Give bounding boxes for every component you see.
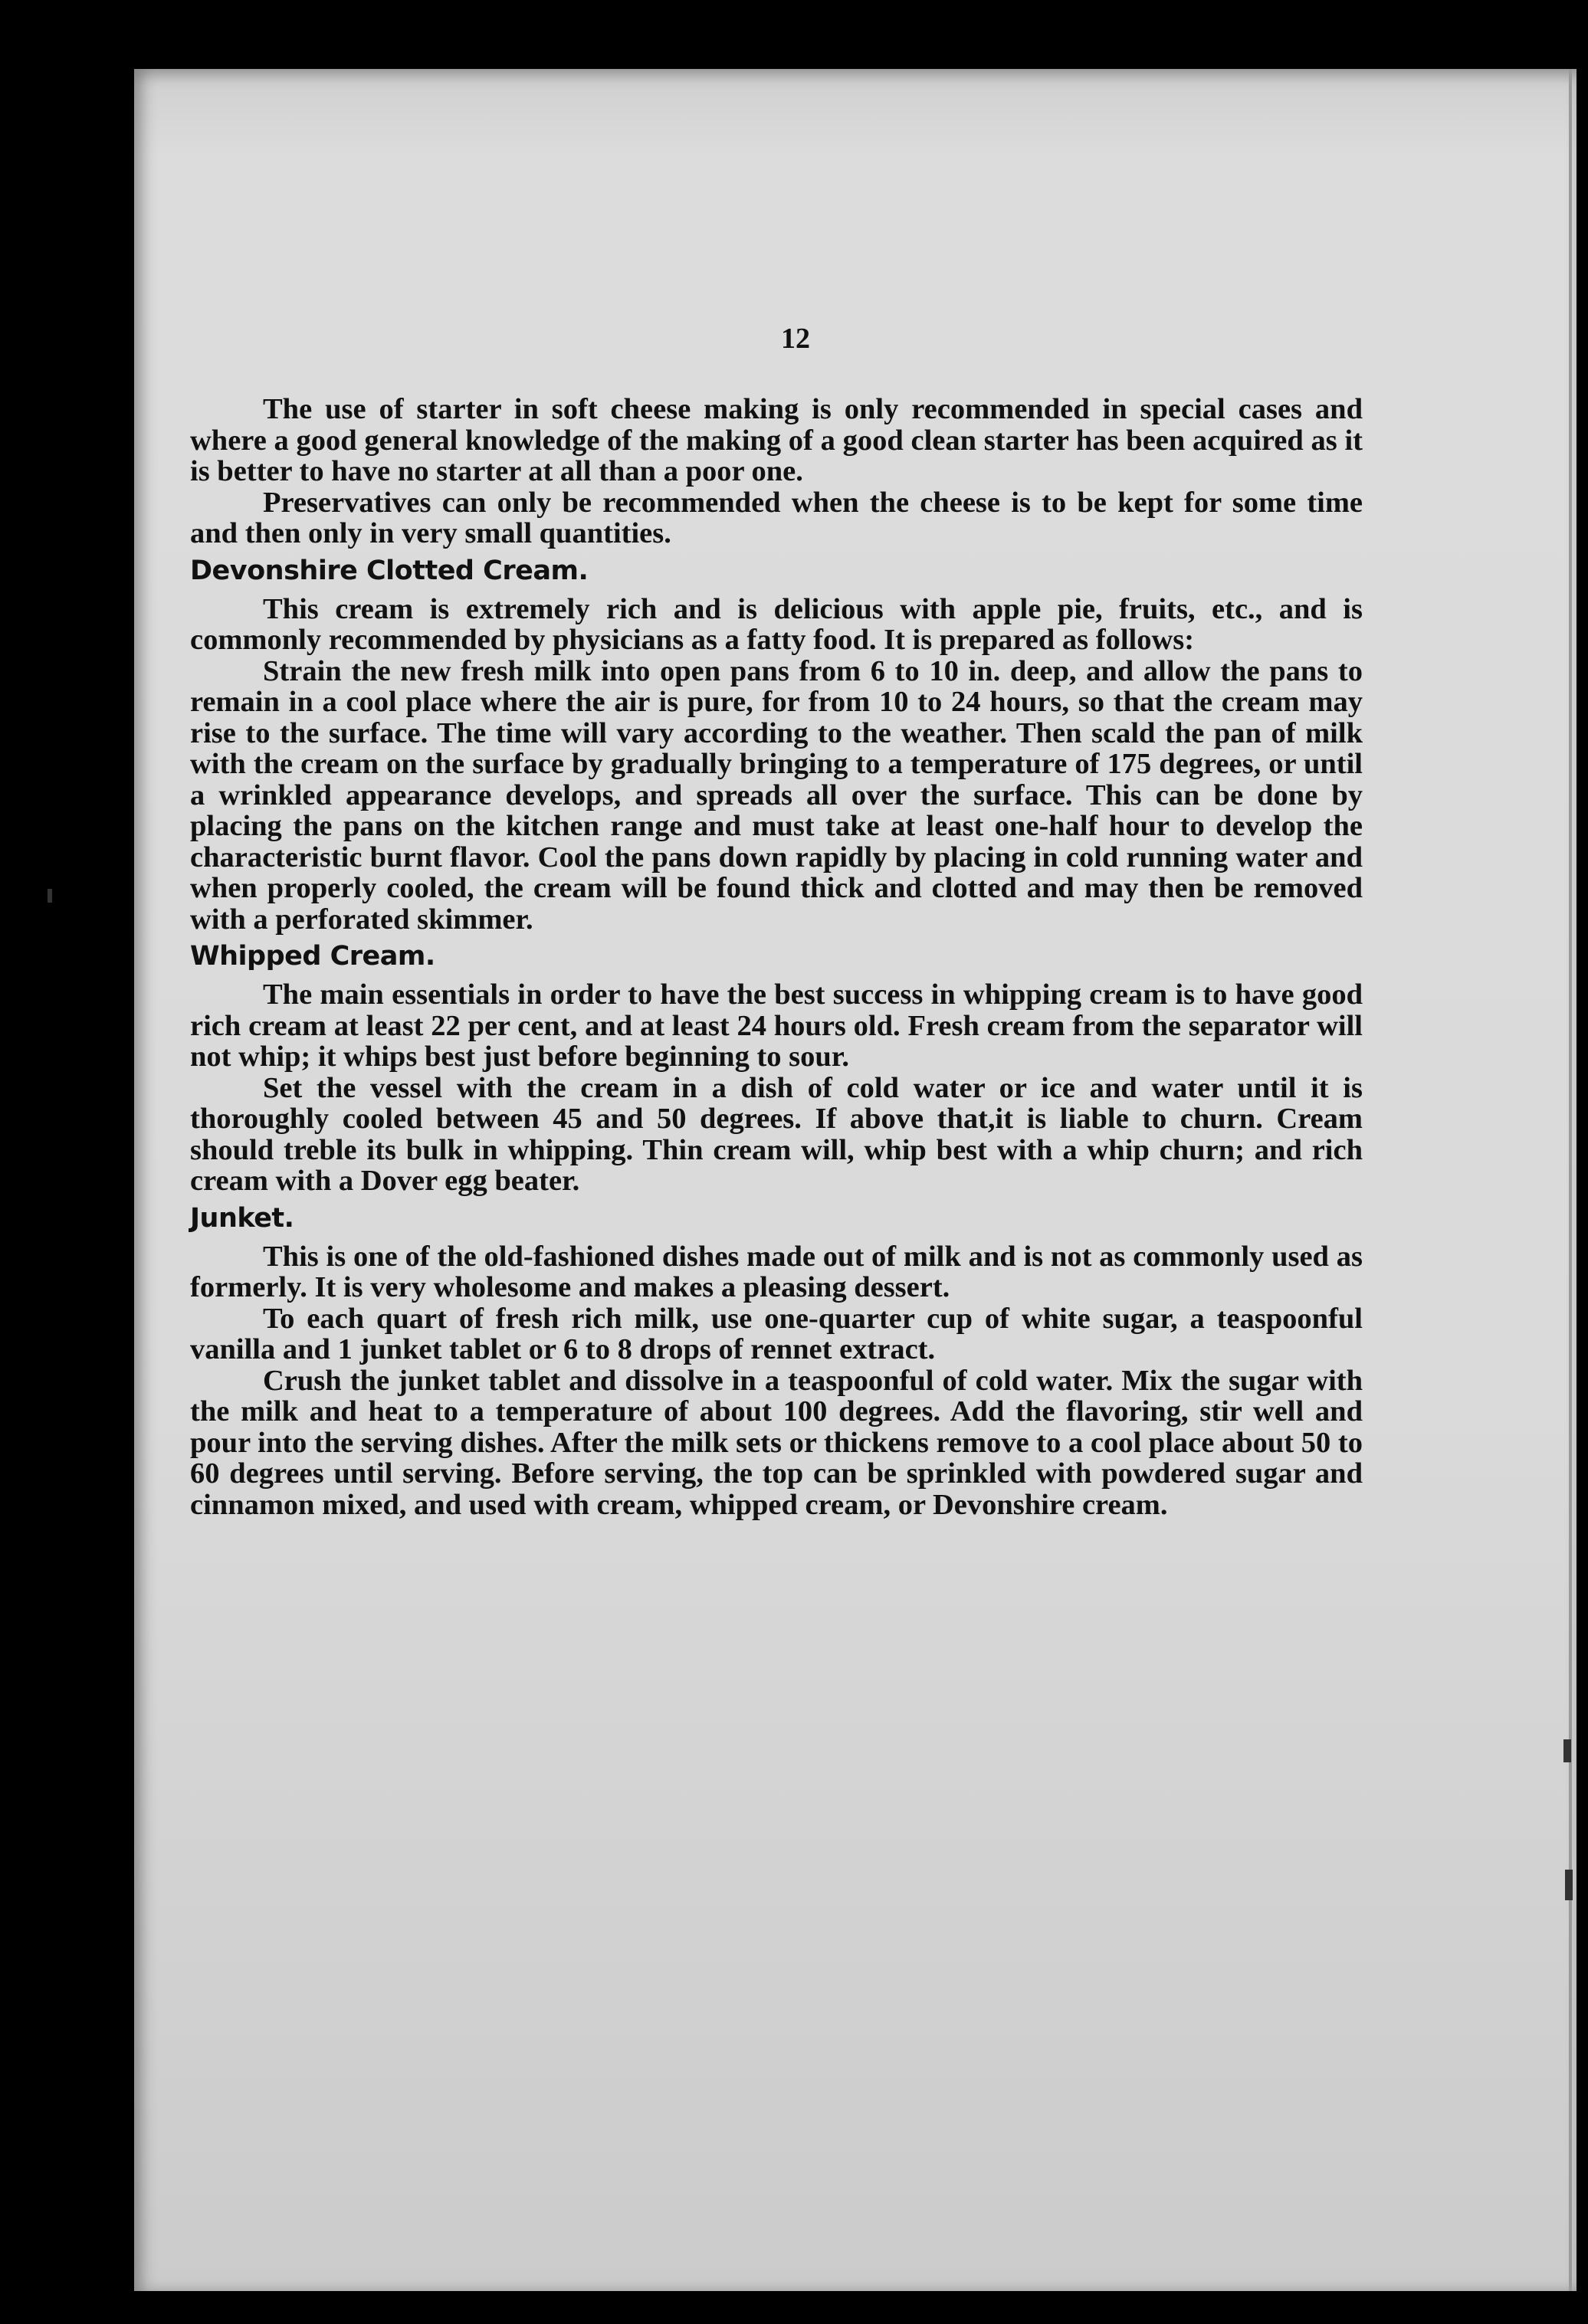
page-text [190, 322, 1363, 1520]
paragraph: This cream is extremely rich and is delicious with apple pie, fruits, etc., and is commonly recommended by physicians as a fatty food. It is prepared as follows: [190, 592, 1363, 656]
section-heading: Junket. [190, 1202, 294, 1234]
paragraph: The use of starter in soft cheese making is only recommended in special cases and where a good general knowledge of the making of a good clean starter has been acquired as it is better to have no starter at all than a poor one. [190, 393, 1363, 487]
page-number: 12 [781, 323, 810, 355]
paragraph: The main essentials in order to have the best success in whipping cream is to have good rich cream at least 22 per cent, and at least 24 hours old. Fresh cream from the separator will not whip; it whips best just before beginning to sour. [190, 978, 1363, 1073]
paragraph: Set the vessel with the cream in a dish of cold water or ice and water until it is thoroughly cooled between 45 and 50 degrees. If above that,it is liable to churn. Cream should treble its bulk in whipping. Thin cream will, whip best with a whip churn; and rich cream with a Dover egg beater. [190, 1071, 1363, 1197]
paragraph: Strain the new fresh milk into open pans from 6 to 10 in. deep, and allow the pans to remain in a cool place where the air is pure, for from 10 to 24 hours, so that the cream may rise to the surface. The time will vary according to the weather. Then scald the pan of milk with the cream on the surface by gradually bringing to a temperature of 175 degrees, or until a wrinkled appearance develops, and spreads all over the surface. This can be done by placing the pans on the kitchen range and must take at least one-half hour to develop the characteristic burnt flavor. Cool the pans down rapidly by placing in cold running water and when properly cooled, the cream will be found thick and clotted and may then be removed with a perforated skimmer. [190, 654, 1363, 936]
section-heading: Whipped Cream. [190, 941, 435, 972]
page-edge [1569, 69, 1572, 2291]
binding-mark [1563, 1739, 1571, 1762]
paragraph: Preservatives can only be recommended when the cheese is to be kept for some time and then only in very small quantities. [190, 486, 1363, 549]
section-heading: Devonshire Clotted Cream. [190, 555, 589, 586]
binding-mark [1565, 1870, 1573, 1900]
margin-mark [48, 889, 52, 903]
paragraph: To each quart of fresh rich milk, use one-quarter cup of white sugar, a teaspoonful vanilla and 1 junket tablet or 6 to 8 drops of rennet extract. [190, 1302, 1363, 1365]
paragraph: This is one of the old-fashioned dishes made out of milk and is not as commonly used as formerly. It is very wholesome and makes a pleasing dessert. [190, 1240, 1363, 1303]
paragraph: Crush the junket tablet and dissolve in a teaspoonful of cold water. Mix the sugar with the milk and heat to a temperature of about 100 degrees. Add the flavoring, stir well and pour into the serving dishes. After the milk sets or thickens remove to a cool place about 50 to 60 degrees until serving. Before serving, the top can be sprinkled with powdered sugar and cinnamon mixed, and used with cream, whipped cream, or Devonshire cream. [190, 1364, 1363, 1521]
